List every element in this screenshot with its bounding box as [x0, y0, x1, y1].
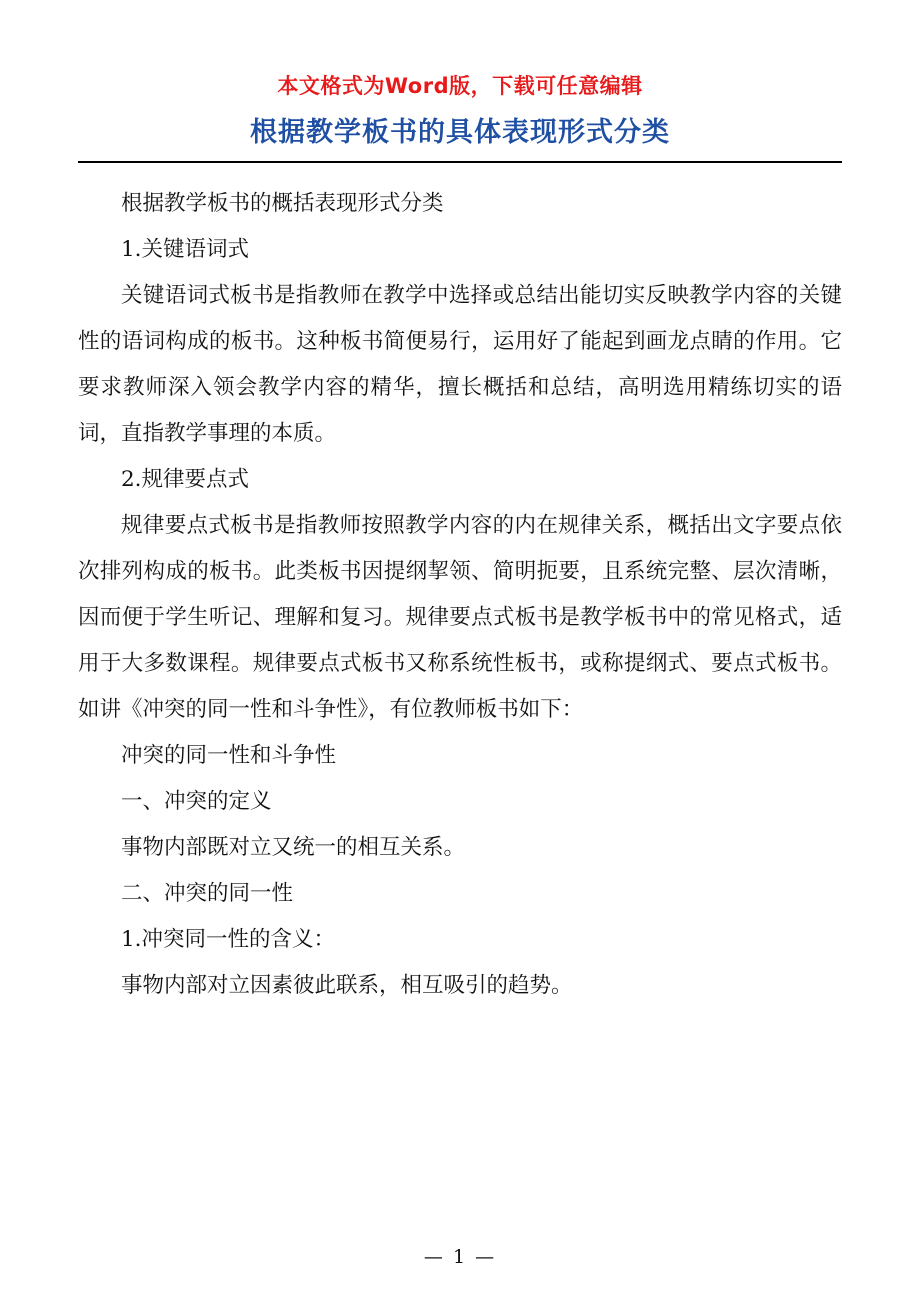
paragraph: 事物内部既对立又统一的相互关系。: [121, 835, 466, 860]
paragraph: 规律要点式板书是指教师按照教学内容的内在规律关系，概括出文字要点依次排列构成的板书。此类板书因提纲挈领、简明扼要，且系统完整、层次清晰，因而便于学生听记、理解和复习。规律要点式板书是教学板书中的常见格式，适用于大多数课程。规律要点式板书又称系统性板书，或称提纲式、要点式板书。如讲《冲突的同一性和斗争性》，有位教师板书如下：: [78, 513, 842, 722]
paragraph: 冲突的同一性和斗争性: [121, 743, 337, 768]
page-number: — 1 —: [423, 1246, 497, 1268]
paragraph: 1.冲突同一性的含义：: [121, 927, 336, 952]
paragraph: 二、冲突的同一性: [121, 881, 294, 906]
paragraph: 2.规律要点式: [121, 467, 250, 492]
paragraph: 一、冲突的定义: [121, 789, 272, 814]
document-body: [78, 181, 842, 1009]
paragraph: 根据教学板书的概括表现形式分类: [121, 191, 444, 216]
page-title: 根据教学板书的具体表现形式分类: [250, 117, 670, 148]
paragraph: 事物内部对立因素彼此联系，相互吸引的趋势。: [121, 973, 573, 998]
paragraph: 关键语词式板书是指教师在教学中选择或总结出能切实反映教学内容的关键性的语词构成的板书。这种板书简便易行，运用好了能起到画龙点睛的作用。它要求教师深入领会教学内容的精华，擅长概括和总结，高明选用精练切实的语词，直指教学事理的本质。: [78, 283, 842, 446]
word-format-notice: 本文格式为Word版，下载可任意编辑: [277, 74, 643, 98]
paragraph: 1.关键语词式: [121, 237, 250, 262]
title-divider: [78, 161, 842, 163]
